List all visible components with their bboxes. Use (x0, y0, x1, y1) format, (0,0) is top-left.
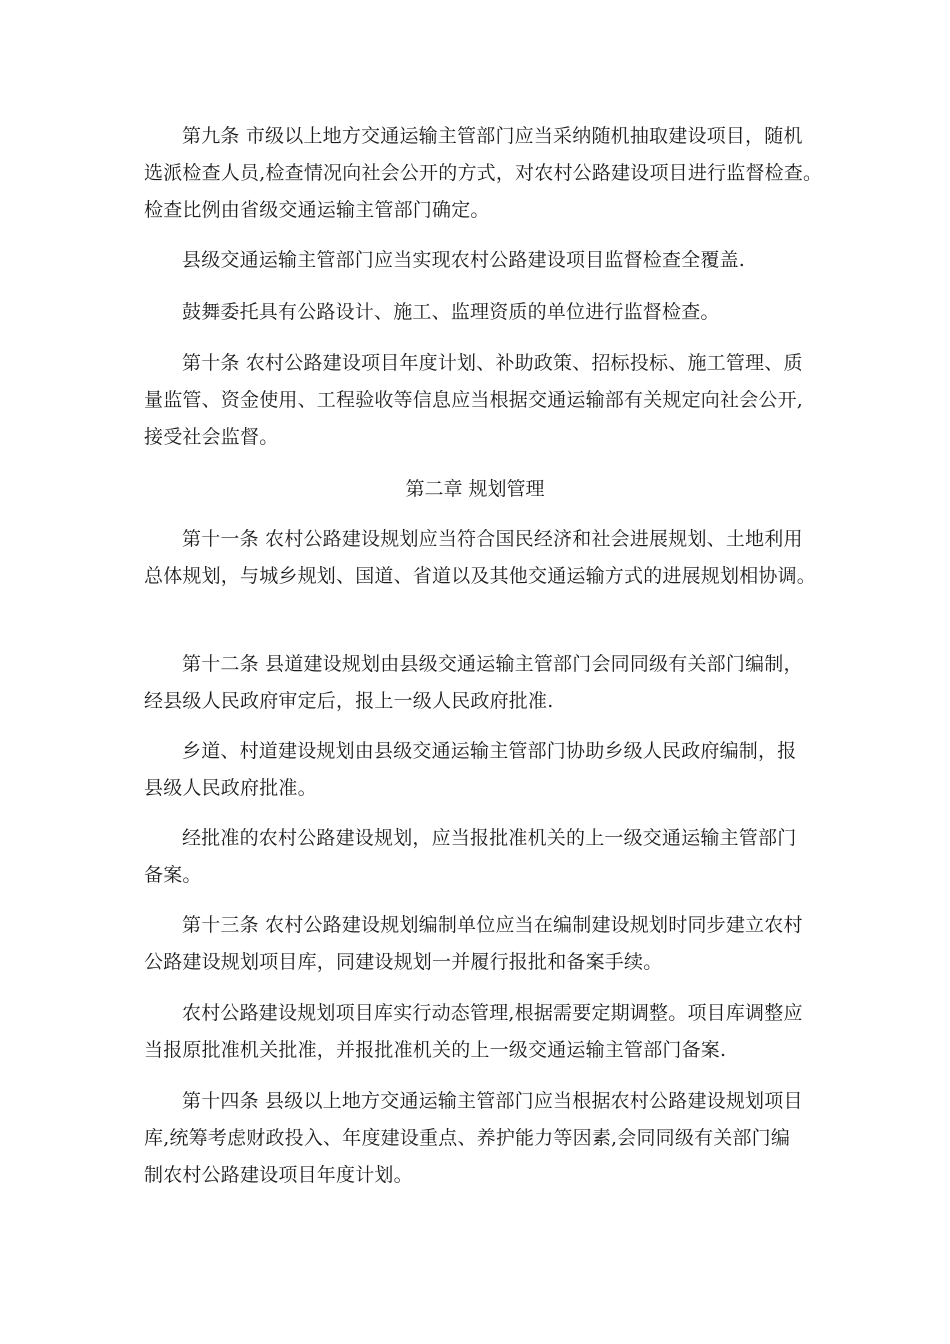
paragraph-line: 库,统筹考虑财政投入、年度建设重点、养护能力等因素,会同同级有关部门编 (144, 1127, 791, 1149)
paragraph-line: 经县级人民政府审定后，报上一级人民政府批准. (144, 690, 554, 712)
paragraph-line: 制农村公路建设项目年度计划。 (144, 1164, 413, 1186)
paragraph-line: 第十四条 县级以上地方交通运输主管部门应当根据农村公路建设规划项目 (182, 1090, 803, 1112)
paragraph-line: 选派检查人员,检查情况向社会公开的方式，对农村公路建设项目进行监督检查。 (144, 162, 823, 184)
paragraph-line: 乡道、村道建设规划由县级交通运输主管部门协助乡级人民政府编制，报 (182, 740, 797, 762)
paragraph-line: 当报原批准机关批准，并报批准机关的上一级交通运输主管部门备案. (144, 1039, 727, 1061)
paragraph-line: 备案。 (144, 864, 202, 886)
paragraph-line: 经批准的农村公路建设规划，应当报批准机关的上一级交通运输主管部门 (182, 827, 797, 849)
paragraph-line: 第十三条 农村公路建设规划编制单位应当在编制建设规划时同步建立农村 (182, 914, 803, 936)
approved-plan-filing-paragraph (144, 820, 814, 894)
paragraph-line: 第十条 农村公路建设项目年度计划、补助政策、招标投标、施工管理、质 (182, 352, 803, 374)
project-library-paragraph (144, 995, 814, 1069)
article-9-paragraph (144, 118, 823, 229)
article-13-paragraph (144, 907, 814, 981)
paragraph-line: 第十一条 农村公路建设规划应当符合国民经济和社会进展规划、土地利用 (182, 528, 803, 550)
chapter-heading: 第二章 规划管理 (405, 478, 545, 500)
paragraph-line: 鼓舞委托具有公路设计、施工、监理资质的单位进行监督检查。 (182, 301, 720, 323)
paragraph-line: 第九条 市级以上地方交通运输主管部门应当采纳随机抽取建设项目，随机 (182, 125, 803, 147)
article-12-paragraph (144, 646, 814, 720)
paragraph-line: 总体规划，与城乡规划、国道、省道以及其他交通运输方式的进展规划相协调。 (144, 565, 817, 587)
paragraph-line: 量监管、资金使用、工程验收等信息应当根据交通运输部有关规定向社会公开, (144, 389, 804, 411)
article-10-paragraph (144, 345, 814, 456)
paragraph-line: 农村公路建设规划项目库实行动态管理,根据需要定期调整。项目库调整应 (182, 1002, 803, 1024)
paragraph-line: 县级交通运输主管部门应当实现农村公路建设项目监督检查全覆盖. (182, 249, 746, 271)
paragraph-line: 接受社会监督。 (144, 426, 279, 448)
article-14-paragraph (144, 1083, 814, 1194)
county-supervision-paragraph (144, 242, 814, 279)
entrusted-inspection-paragraph (144, 294, 814, 331)
paragraph-line: 公路建设规划项目库，同建设规划一并履行报批和备案手续。 (144, 951, 663, 973)
paragraph-line: 县级人民政府批准。 (144, 777, 317, 799)
paragraph-line: 检查比例由省级交通运输主管部门确定。 (144, 199, 490, 221)
article-11-paragraph (144, 521, 817, 595)
township-road-paragraph (144, 733, 814, 807)
paragraph-line: 第十二条 县道建设规划由县级交通运输主管部门会同同级有关部门编制， (182, 653, 803, 675)
